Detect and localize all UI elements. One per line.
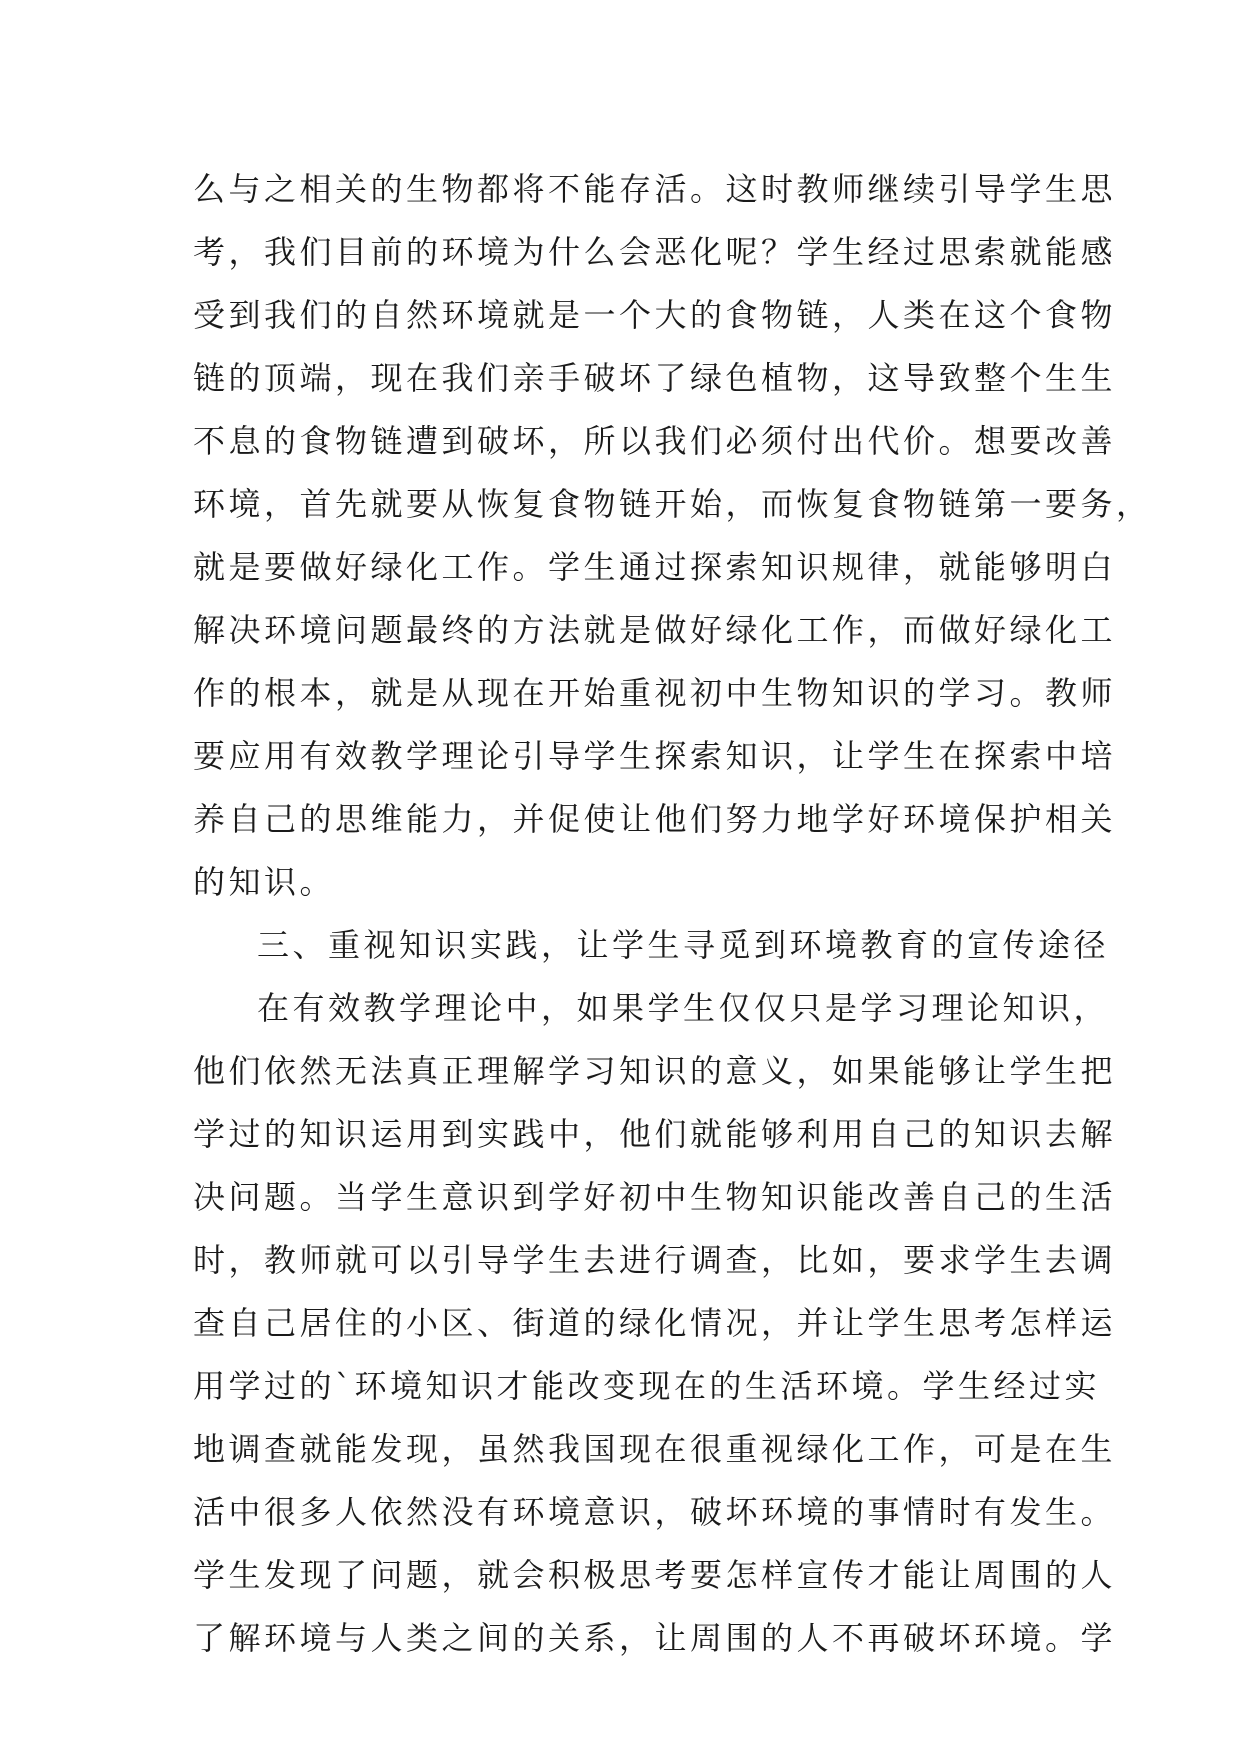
body-text <box>193 158 1152 1670</box>
text-line: 不息的食物链遭到破坏，所以我们必须付出代价。想要改善 <box>193 422 1117 460</box>
text-line: 解决环境问题最终的方法就是做好绿化工作，而做好绿化工 <box>193 611 1117 649</box>
text-line: 地调查就能发现，虽然我国现在很重视绿化工作，可是在生 <box>193 1430 1117 1468</box>
text-line: 时，教师就可以引导学生去进行调查，比如，要求学生去调 <box>193 1241 1117 1279</box>
text-line: 么与之相关的生物都将不能存活。这时教师继续引导学生思 <box>193 170 1117 208</box>
text-line: 在有效教学理论中，如果学生仅仅只是学习理论知识， <box>257 989 1110 1027</box>
text-line: 受到我们的自然环境就是一个大的食物链，人类在这个食物 <box>193 296 1117 334</box>
text-line: 决问题。当学生意识到学好初中生物知识能改善自己的生活 <box>193 1178 1117 1216</box>
text-line: 活中很多人依然没有环境意识，破坏环境的事情时有发生。 <box>193 1493 1117 1531</box>
section-heading: 三、重视知识实践，让学生寻觅到环境教育的宣传途径 <box>257 926 1110 964</box>
text-line: 的知识。 <box>193 863 336 901</box>
text-line: 链的顶端，现在我们亲手破坏了绿色植物，这导致整个生生 <box>193 359 1117 397</box>
text-line: 学生发现了问题，就会积极思考要怎样宣传才能让周围的人 <box>193 1556 1117 1594</box>
text-line: 学过的知识运用到实践中，他们就能够利用自己的知识去解 <box>193 1115 1117 1153</box>
text-line: 就是要做好绿化工作。学生通过探索知识规律，就能够明白 <box>193 548 1117 586</box>
text-line: 了解环境与人类之间的关系，让周围的人不再破坏环境。学 <box>193 1619 1117 1657</box>
text-line: 他们依然无法真正理解学习知识的意义，如果能够让学生把 <box>193 1052 1117 1090</box>
text-line: 查自己居住的小区、街道的绿化情况，并让学生思考怎样运 <box>193 1304 1117 1342</box>
text-line: 作的根本，就是从现在开始重视初中生物知识的学习。教师 <box>193 674 1117 712</box>
text-line: 要应用有效教学理论引导学生探索知识，让学生在探索中培 <box>193 737 1117 775</box>
text-line: 用学过的`环境知识才能改变现在的生活环境。学生经过实 <box>193 1367 1101 1405</box>
text-line: 考，我们目前的环境为什么会恶化呢？学生经过思索就能感 <box>193 233 1117 271</box>
text-line: 养自己的思维能力，并促使让他们努力地学好环境保护相关 <box>193 800 1117 838</box>
text-line: 环境，首先就要从恢复食物链开始，而恢复食物链第一要务， <box>193 485 1152 523</box>
